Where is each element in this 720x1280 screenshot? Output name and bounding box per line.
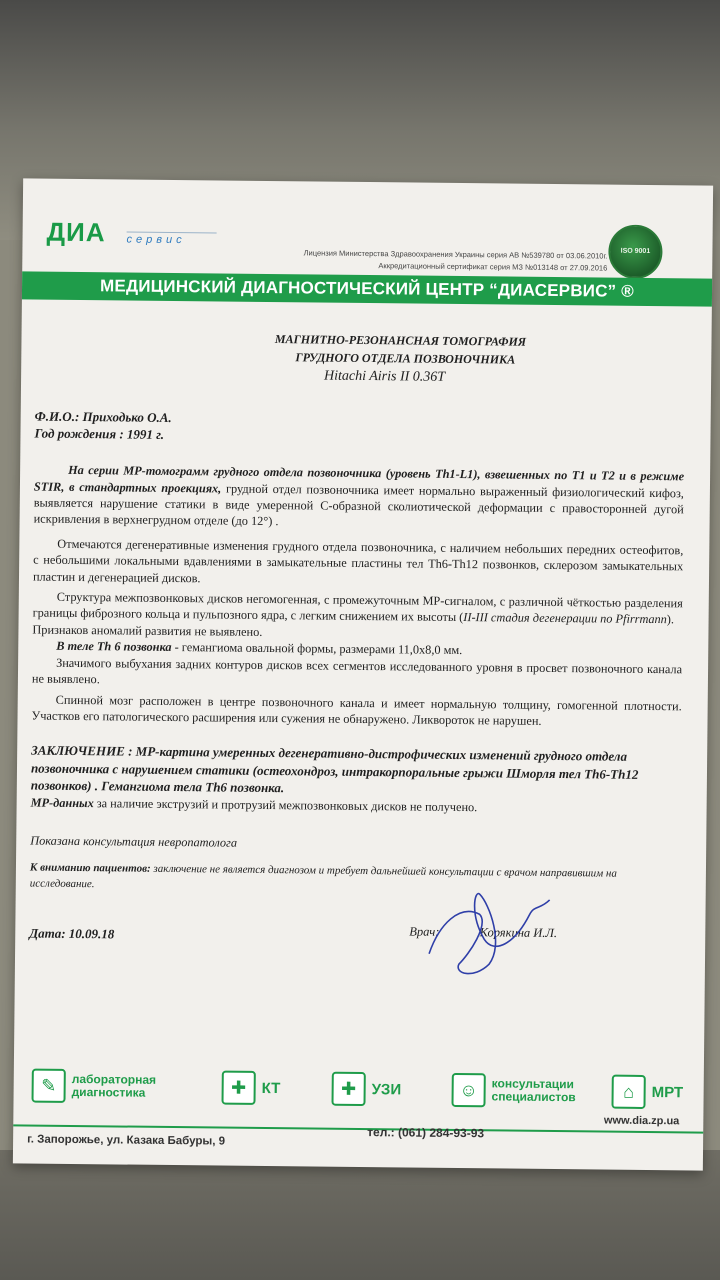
paragraph-spinal-cord: Спинной мозг расположен в центре позвоночного канала и имеет нормальную толщину, гомогенной плотности. Участков его патологического расширения или сужения не обнаружено. Ликвороток не нарушен. bbox=[31, 692, 682, 728]
discs-end: ). bbox=[666, 612, 675, 627]
syringe-icon: ✎ bbox=[31, 1069, 65, 1103]
mri-icon: ⌂ bbox=[611, 1075, 645, 1109]
ct-icon: ✚ bbox=[221, 1071, 255, 1105]
doctor-label: Врач: bbox=[409, 924, 440, 939]
service-lab-label: лабораторная диагностика bbox=[71, 1071, 157, 1100]
paragraph-anomalies: Признаков аномалий развития не выявлено. bbox=[32, 622, 263, 639]
service-mri-label: МРТ bbox=[651, 1083, 684, 1101]
report-title-line2: ГРУДНОГО ОТДЕЛА ПОЗВОНОЧНИКА bbox=[295, 350, 516, 367]
service-consultations-label: консультации специалистов bbox=[491, 1076, 576, 1105]
phone-number: тел.: (061) 284-93-93 bbox=[367, 1125, 485, 1141]
hemangioma-lead: В теле Th 6 позвонка bbox=[56, 639, 172, 655]
discs-text: Структура межпозвонковых дисков негомогенная, с промежуточным МР-сигналом, с различной чёткостью разделения границы фиброзного кольца и пульпозного ядра, с легким снижением их высоты ( bbox=[32, 589, 683, 625]
report-body bbox=[29, 329, 685, 956]
patient-name: Ф.И.О.: Приходько О.А. bbox=[34, 408, 172, 426]
mr-data-text: за наличие экструзий и протрузий межпозвонковых дисков не получено. bbox=[93, 796, 478, 815]
mr-data-lead: МР-данных bbox=[30, 795, 94, 810]
certificate-line: Аккредитационный сертификат серия МЗ №013148 от 27.09.2016 bbox=[378, 261, 608, 273]
service-ultrasound-label: УЗИ bbox=[371, 1080, 402, 1098]
report-title-line1: МАГНИТНО-РЕЗОНАНСНАЯ ТОМОГРАФИЯ bbox=[274, 332, 527, 349]
patient-info bbox=[34, 408, 684, 449]
logo-main: ДИА bbox=[46, 216, 106, 248]
birth-year: Год рождения : 1991 г. bbox=[34, 425, 165, 443]
paragraph-series bbox=[34, 462, 685, 534]
license-info bbox=[207, 246, 607, 274]
iso-badge-icon: ISO 9001 bbox=[608, 225, 663, 280]
ultrasound-icon: ✚ bbox=[331, 1072, 365, 1106]
doctor-name: Корякина И.Л. bbox=[479, 924, 558, 940]
center-name-banner: МЕДИЦИНСКИЙ ДИАГНОСТИЧЕСКИЙ ЦЕНТР “ДИАСЕРВИС” ® bbox=[22, 271, 712, 306]
logo-sub: сервис bbox=[126, 232, 216, 247]
footer-divider bbox=[13, 1124, 703, 1133]
paragraph-degenerative: Отмечаются дегенеративные изменения грудного отдела позвоночника, с наличием небольших передних остеофитов, с небольшими локальными вдавлениями в замыкательные пластины тел Th6-Th12 позвонков, склерозом замыкательных пластин и дегенерацией дисков. bbox=[32, 536, 684, 585]
discs-stage: II-III стадия дегенерации по Pfirrmann bbox=[463, 610, 667, 627]
device-name: Hitachi Airis II 0.36T bbox=[323, 368, 446, 385]
doctor-icon: ☺ bbox=[451, 1073, 485, 1107]
license-line: Лицензия Министерства Здравоохранения Украины серия АВ №539780 от 03.06.2010г. bbox=[303, 248, 608, 261]
website: www.dia.zp.ua bbox=[603, 1114, 680, 1128]
service-consultations bbox=[451, 1073, 591, 1108]
signature-row bbox=[29, 919, 679, 956]
service-ct-label: КТ bbox=[261, 1079, 281, 1097]
report-date: Дата: 10.09.18 bbox=[29, 925, 115, 942]
series-lead: На серии МР-томограмм грудного отдела позвоночника (уровень Th1-L1), взвешенных по Т1 и Т2 и в режиме STIR, в стандартных проекциях, bbox=[33, 463, 685, 496]
service-ultrasound bbox=[331, 1072, 401, 1107]
consultation-line: Показана консультация невропатолога bbox=[30, 833, 238, 850]
logo bbox=[46, 216, 186, 248]
paragraph-bulging: Значимого выбухания задних контуров дисков всех сегментов исследованного уровня в просвет позвоночного канала не выявлено. bbox=[31, 655, 683, 687]
patient-notice bbox=[30, 859, 680, 898]
service-ct bbox=[221, 1071, 280, 1106]
conclusion: ЗАКЛЮЧЕНИЕ : МР-картина умеренных дегенеративно-дистрофических изменений грудного отдела позвоночника с нарушением статики (остеохондроз, интракорпоральные грыжи Шморля тел Th6-Th12 позвонков) . Гемангиома тела Th6 позвонка. bbox=[30, 742, 639, 796]
report-document bbox=[13, 178, 713, 1170]
patient-notice-lead: К вниманию пациентов: bbox=[29, 861, 151, 875]
service-mri bbox=[611, 1075, 683, 1110]
hemangioma-text: - гемангиома овальной формы, размерами 11,0х8,0 мм. bbox=[171, 640, 463, 658]
services-bar bbox=[31, 1069, 691, 1120]
service-lab bbox=[31, 1069, 191, 1105]
series-text: грудной отдел позвоночника имеет нормально выраженный физиологический кифоз, выявляется нарушение статики в виде умеренной С-образной сколиотической деформации с правосторонней дугой искривления в верхнегрудном отделе (до 12°) . bbox=[33, 481, 685, 529]
address: г. Запорожье, ул. Казака Бабуры, 9 bbox=[27, 1133, 226, 1148]
patient-notice-text: заключение не является диагнозом и требует дальнейшей консультации с врачом направившим на исследование. bbox=[29, 862, 617, 890]
handwritten-signature bbox=[419, 883, 560, 984]
